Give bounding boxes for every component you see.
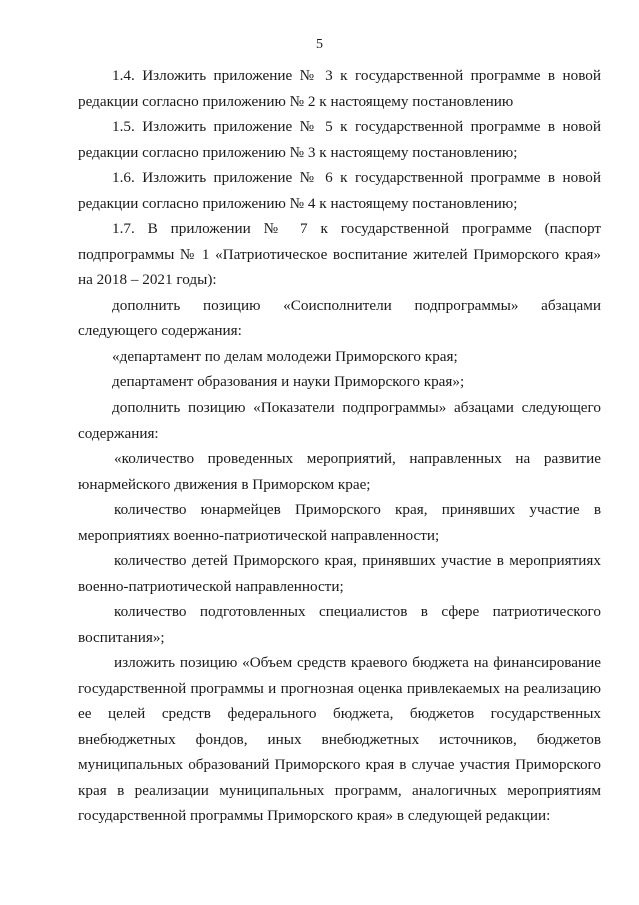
- paragraph-1-6-line-1: 1.6. Изложить приложение № 6 к государственной программе в новой: [112, 169, 601, 186]
- youth-department-line: «департамент по делам молодежи Приморского края;: [112, 348, 458, 365]
- education-department-line: департамент образования и науки Приморского края»;: [112, 373, 465, 390]
- coexecutors-line-1: дополнить позицию «Соисполнители подпрограммы» абзацами: [112, 297, 601, 314]
- indicator-events-line-2: юнармейского движения в Приморском крае;: [78, 476, 371, 493]
- paragraph-1-5-line-2: редакции согласно приложению № 3 к настоящему постановлению;: [78, 144, 518, 161]
- paragraph-1-4-line-2: редакции согласно приложению № 2 к настоящему постановлению: [78, 93, 514, 110]
- indicators-line-2: содержания:: [78, 425, 159, 442]
- funding-paragraph-line-1: изложить позицию «Объем средств краевого бюджета на финансирование: [114, 654, 601, 671]
- indicator-events-line-1: «количество проведенных мероприятий, направленных на развитие: [114, 450, 601, 467]
- coexecutors-line-2: следующего содержания:: [78, 322, 242, 339]
- indicators-line-1: дополнить позицию «Показатели подпрограммы» абзацами следующего: [112, 399, 601, 416]
- indicator-specialists-line-2: воспитания»;: [78, 629, 165, 646]
- funding-paragraph-line-4: внебюджетных фондов, иных внебюджетных источников, бюджетов: [78, 731, 601, 748]
- funding-paragraph-line-5: муниципальных образований Приморского края в случае участия Приморского: [78, 756, 601, 773]
- indicator-children-line-2: военно-патриотической направленности;: [78, 578, 344, 595]
- paragraph-1-5-line-1: 1.5. Изложить приложение № 5 к государственной программе в новой: [112, 118, 601, 135]
- page-number: 5: [316, 37, 323, 52]
- paragraph-1-4-line-1: 1.4. Изложить приложение № 3 к государственной программе в новой: [112, 67, 601, 84]
- paragraph-1-6-line-2: редакции согласно приложению № 4 к настоящему постановлению;: [78, 195, 518, 212]
- indicator-yunarmy-line-1: количество юнармейцев Приморского края, принявших участие в: [114, 501, 601, 518]
- indicator-yunarmy-line-2: мероприятиях военно-патриотической направленности;: [78, 527, 440, 544]
- funding-paragraph-line-6: края в реализации муниципальных программ, аналогичных мероприятиям: [78, 782, 601, 799]
- funding-paragraph-line-3: ее целей средств федерального бюджета, бюджетов государственных: [78, 705, 601, 722]
- funding-paragraph-line-2: государственной программы и прогнозная оценка привлекаемых на реализацию: [78, 680, 601, 697]
- paragraph-1-7-line-3: на 2018 – 2021 годы):: [78, 271, 217, 288]
- paragraph-1-7-line-1: 1.7. В приложении № 7 к государственной программе (паспорт: [112, 220, 601, 237]
- funding-paragraph-line-7: государственной программы Приморского края» в следующей редакции:: [78, 807, 551, 824]
- indicator-specialists-line-1: количество подготовленных специалистов в сфере патриотического: [114, 603, 601, 620]
- indicator-children-line-1: количество детей Приморского края, принявших участие в мероприятиях: [114, 552, 601, 569]
- paragraph-1-7-line-2: подпрограммы № 1 «Патриотическое воспитание жителей Приморского края»: [78, 246, 601, 263]
